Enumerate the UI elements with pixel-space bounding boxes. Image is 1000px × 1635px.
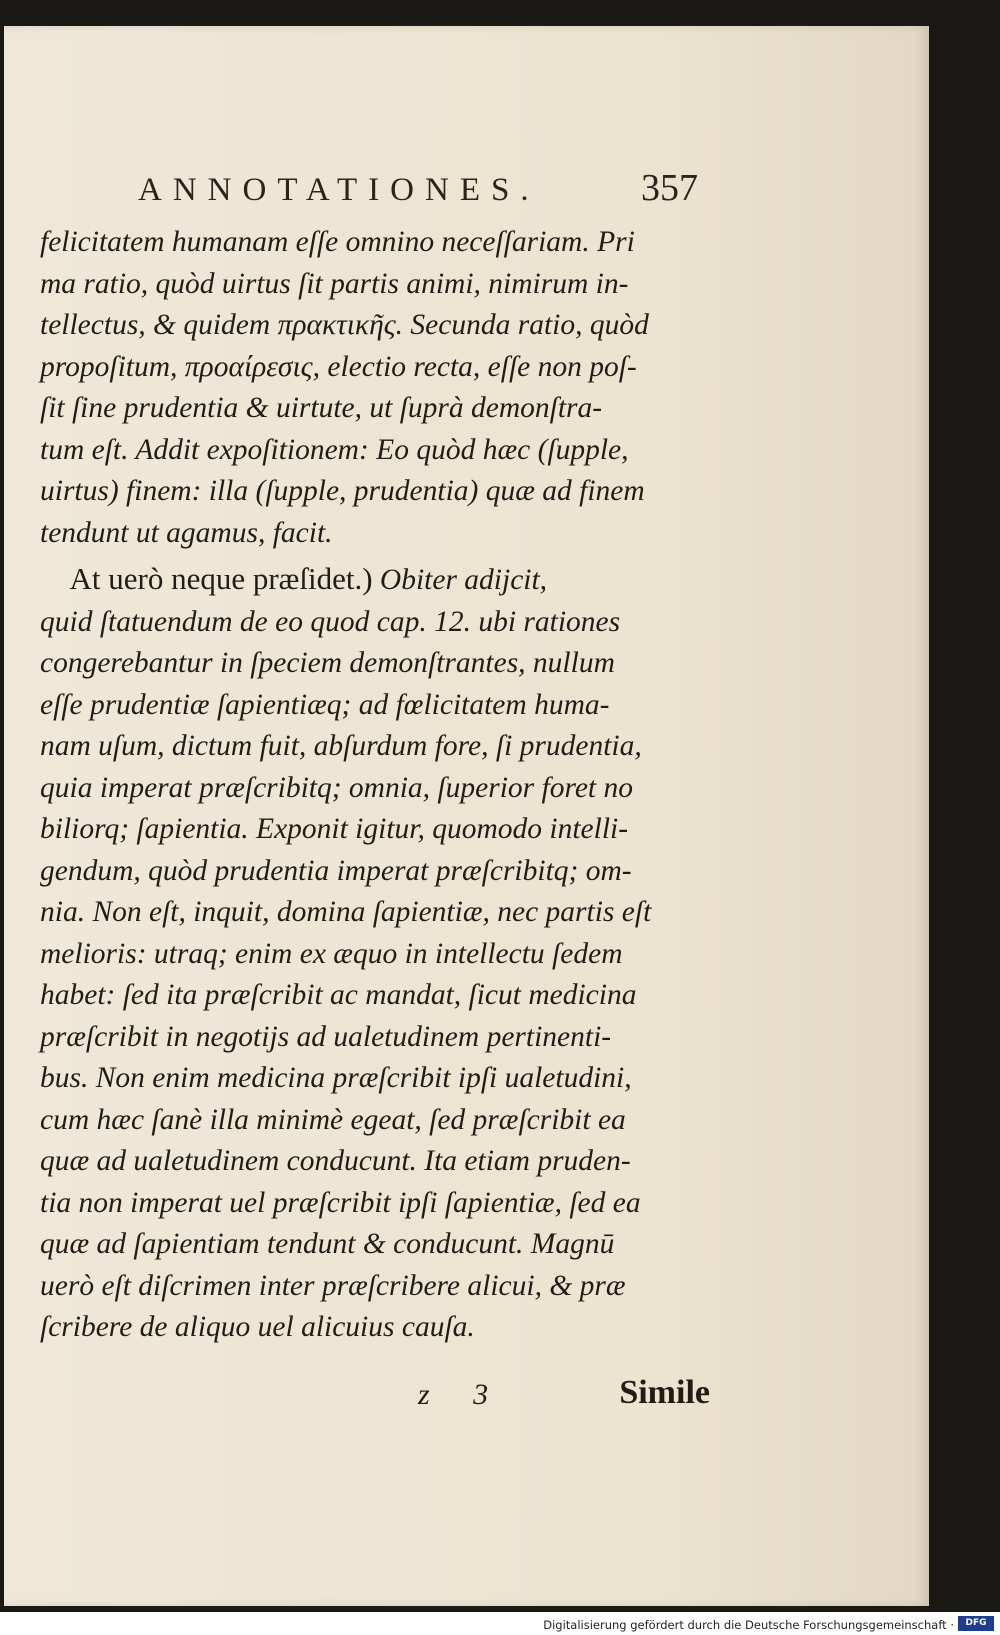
text-line: congerebantur in ſpeciem demonſtrantes, nullum: [40, 647, 615, 679]
book-page: [4, 26, 929, 1606]
page-footer: [40, 1374, 710, 1422]
page-number: 357: [641, 167, 698, 209]
body-text: [40, 222, 710, 1349]
text-line: quæ ad ſapientiam tendunt & conducunt. Magnū: [40, 1228, 615, 1260]
text-line-continuation: Obiter adijcit,: [372, 564, 548, 596]
text-line: felicitatem humanam eſſe omnino neceſſariam. Pri: [40, 226, 635, 258]
text-line: tia non imperat uel præſcribit ipſi ſapientiæ, ſed ea: [40, 1186, 641, 1219]
text-line: melioris: utraq; enim ex æquo in intellectu ſedem: [40, 937, 623, 970]
text-line: quid ſtatuendum de eo quod cap. 12. ubi rationes: [40, 605, 621, 638]
text-line: ma ratio, quòd uirtus ſit partis animi, nimirum in-: [40, 267, 629, 300]
text-line: quia imperat præſcribitq; omnia, ſuperior foret no: [40, 771, 633, 804]
catchword: Simile: [619, 1374, 710, 1411]
text-line: præſcribit in negotijs ad ualetudinem pertinenti-: [40, 1020, 612, 1053]
text-line: eſſe prudentiæ ſapientiæq; ad fœlicitatem huma-: [40, 688, 610, 721]
text-line: uerò eſt diſcrimen inter præſcribere alicui, & præ: [40, 1269, 626, 1302]
text-line: habet: ſed ita præſcribit ac mandat, ſicut medicina: [40, 979, 637, 1011]
lemma-heading: At uerò neque præſidet.): [69, 561, 373, 596]
running-head: [138, 166, 698, 226]
text-line: gendum, quòd prudentia imperat præſcribitq; om-: [40, 854, 632, 887]
text-line: nam uſum, dictum fuit, abſurdum fore, ſi prudentia,: [40, 730, 642, 762]
text-line: ſit ſine prudentia & uirtute, ut ſuprà demonſtra-: [40, 392, 603, 424]
text-line: [40, 558, 710, 602]
text-line: quæ ad ualetudinem conducunt. Ita etiam pruden-: [40, 1145, 631, 1177]
text-line: uirtus) finem: illa (ſupple, prudentia) quæ ad finem: [40, 475, 645, 507]
text-line: propoſitum, προαίρεσις, electio recta, eſſe non poſ-: [40, 350, 637, 383]
text-line: tendunt ut agamus, facit.: [40, 516, 333, 549]
digitization-credit: Digitalisierung gefördert durch die Deutsche Forschungsgemeinschaft ·: [543, 1618, 954, 1632]
running-title: ANNOTATIONES.: [138, 172, 540, 208]
text-line: tellectus, & quidem πρακτικῆς. Secunda ratio, quòd: [40, 309, 649, 341]
text-line: biliorq; ſapientia. Exponit igitur, quomodo intelli-: [40, 813, 629, 845]
text-line: bus. Non enim medicina præſcribit ipſi ualetudini,: [40, 1062, 632, 1094]
text-line: nia. Non eſt, inquit, domina ſapientiæ, nec partis eſt: [40, 896, 652, 928]
text-line: cum hæc ſanè illa minimè egeat, ſed præſcribit ea: [40, 1103, 626, 1136]
text-line: tum eſt. Addit expoſitionem: Eo quòd hæc (ſupple,: [40, 433, 629, 466]
text-line: ſcribere de aliquo uel alicuius cauſa.: [40, 1311, 475, 1343]
dfg-logo: DFG: [958, 1616, 994, 1631]
signature-mark: z 3: [418, 1378, 507, 1411]
